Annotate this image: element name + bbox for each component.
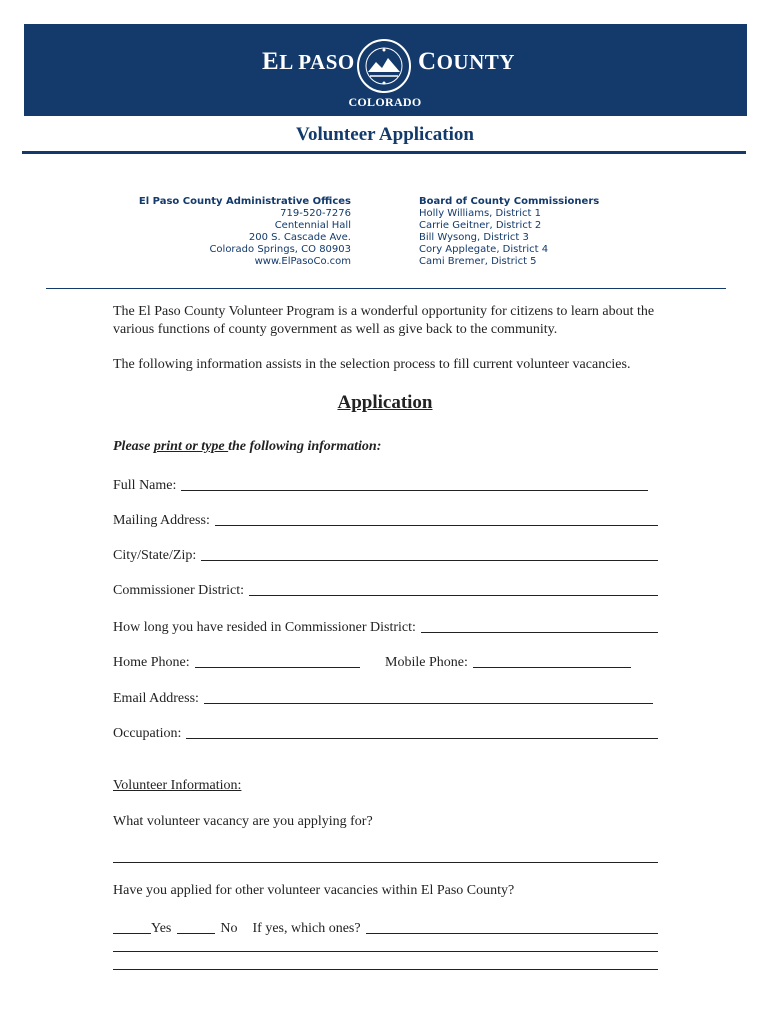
- brand-county: [418, 48, 515, 78]
- county-seal-icon: [356, 38, 412, 94]
- years-resided-label: How long you have resided in Commissioner District:: [113, 620, 416, 635]
- form-instruction: [113, 439, 381, 455]
- admin-offices-heading: El Paso County Administrative Offices: [138, 196, 351, 207]
- office-building: Centennial Hall: [274, 220, 351, 231]
- mobile-phone-field[interactable]: [385, 653, 631, 671]
- office-website: www.ElPasoCo.com: [254, 256, 351, 267]
- section-divider: [46, 288, 726, 289]
- no-label: No: [220, 921, 238, 936]
- instruction-suffix: the following information:: [228, 439, 382, 454]
- home-phone-line[interactable]: [195, 667, 360, 668]
- office-city: Colorado Springs, CO 80903: [209, 244, 351, 255]
- admin-offices-block: [110, 196, 351, 268]
- no-blank[interactable]: [177, 933, 215, 934]
- commissioner-district-2: Carrie Geitner, District 2: [419, 220, 542, 231]
- full-name-field[interactable]: [113, 476, 648, 494]
- commissioner-district-field[interactable]: [113, 581, 658, 599]
- occupation-line[interactable]: [186, 738, 658, 739]
- full-name-label: Full Name:: [113, 478, 177, 493]
- home-phone-label: Home Phone:: [113, 655, 190, 670]
- office-phone: 719-520-7276: [280, 208, 351, 219]
- other-vacancies-answer[interactable]: [113, 919, 658, 937]
- intro-paragraph-1: The El Paso County Volunteer Program is a wonderful opportunity for citizens to learn about the various functions of county government as well as give back to the community.: [113, 304, 655, 337]
- which-ones-line[interactable]: [366, 933, 658, 934]
- brand-state: COLORADO: [348, 95, 422, 109]
- brand-left-rest: L PASO: [279, 50, 355, 74]
- email-label: Email Address:: [113, 691, 199, 706]
- brand-el-paso: [262, 48, 355, 78]
- page-title: Volunteer Application: [296, 124, 474, 145]
- vacancy-answer-line[interactable]: [113, 862, 658, 863]
- email-field[interactable]: [113, 689, 653, 707]
- commissioner-district-label: Commissioner District:: [113, 583, 245, 598]
- commissioner-district-4: Cory Applegate, District 4: [419, 244, 549, 255]
- vacancy-question: What volunteer vacancy are you applying for?: [113, 814, 373, 829]
- which-ones-line-2[interactable]: [113, 951, 658, 952]
- brand-right-rest: OUNTY: [436, 50, 515, 74]
- instruction-emphasis: print or type: [153, 439, 229, 454]
- occupation-field[interactable]: [113, 724, 658, 742]
- city-state-zip-line[interactable]: [201, 560, 658, 561]
- commissioner-district-1: Holly Williams, District 1: [419, 208, 541, 219]
- mailing-address-field[interactable]: [113, 511, 658, 529]
- email-line[interactable]: [204, 703, 653, 704]
- commissioners-block: [419, 196, 679, 268]
- commissioner-district-5: Cami Bremer, District 5: [419, 256, 537, 267]
- instruction-prefix: Please: [113, 439, 154, 454]
- years-resided-field[interactable]: [113, 618, 658, 636]
- title-divider: [22, 151, 746, 154]
- brand-left-initial: E: [262, 48, 280, 75]
- commissioner-district-line[interactable]: [249, 595, 658, 596]
- mailing-address-label: Mailing Address:: [113, 513, 210, 528]
- years-resided-line[interactable]: [421, 632, 658, 633]
- intro-paragraph-2: The following information assists in the selection process to fill current volunteer vacancies.: [113, 357, 631, 372]
- commissioner-district-3: Bill Wysong, District 3: [419, 232, 529, 243]
- full-name-line[interactable]: [181, 490, 648, 491]
- other-vacancies-question: Have you applied for other volunteer vacancies within El Paso County?: [113, 883, 515, 898]
- commissioners-heading: Board of County Commissioners: [419, 196, 600, 207]
- mobile-phone-line[interactable]: [473, 667, 631, 668]
- application-heading: Application: [337, 392, 433, 413]
- city-state-zip-label: City/State/Zip:: [113, 548, 197, 563]
- mailing-address-line[interactable]: [215, 525, 658, 526]
- home-phone-field[interactable]: [113, 653, 360, 671]
- city-state-zip-field[interactable]: [113, 546, 658, 564]
- brand-right-initial: C: [418, 48, 437, 75]
- occupation-label: Occupation:: [113, 726, 182, 741]
- mobile-phone-label: Mobile Phone:: [385, 655, 468, 670]
- yes-blank[interactable]: [113, 933, 151, 934]
- yes-label: Yes: [151, 921, 172, 936]
- which-ones-label: If yes, which ones?: [252, 921, 361, 936]
- office-street: 200 S. Cascade Ave.: [248, 232, 351, 243]
- volunteer-information-heading: Volunteer Information:: [113, 778, 242, 793]
- which-ones-line-3[interactable]: [113, 969, 658, 970]
